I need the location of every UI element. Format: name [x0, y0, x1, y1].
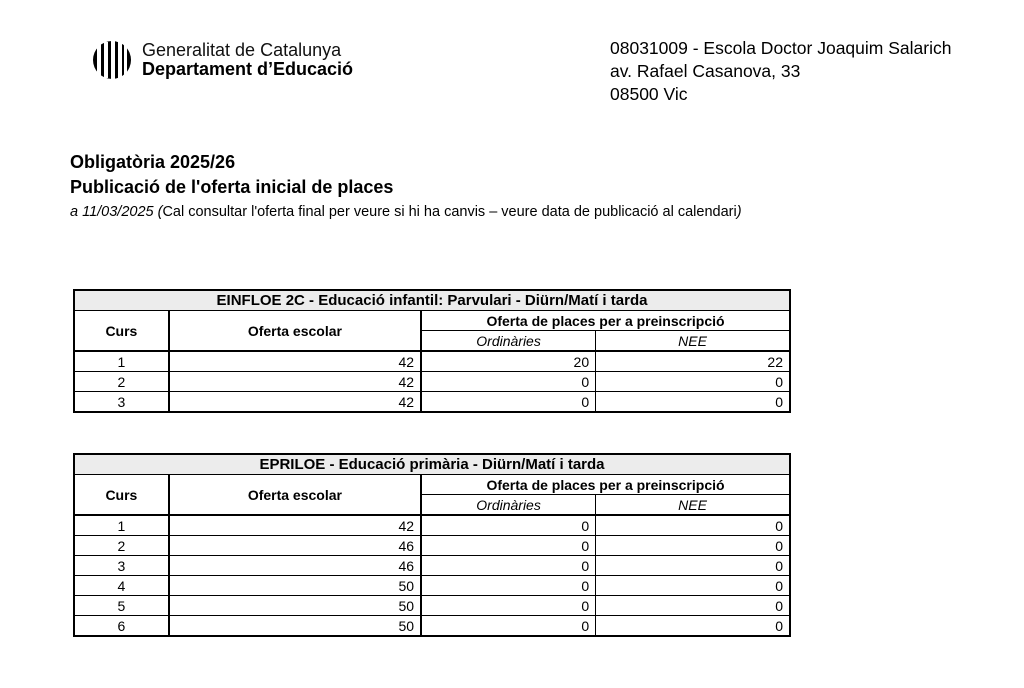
cell-curs: 2 — [74, 536, 169, 556]
page-heading — [70, 150, 742, 223]
table-row — [74, 536, 790, 556]
col-curs: Curs — [74, 311, 169, 352]
cell-curs: 6 — [74, 616, 169, 637]
cell-oferta: 50 — [169, 596, 421, 616]
table-row — [74, 392, 790, 413]
col-nee: NEE — [596, 495, 790, 516]
publication-note — [70, 201, 742, 223]
school-street: av. Rafael Casanova, 33 — [610, 61, 801, 81]
note-open: ( — [153, 204, 163, 220]
publication-date: a 11/03/2025 — [70, 204, 154, 220]
cell-oferta: 42 — [169, 515, 421, 536]
cell-ordinaries: 0 — [421, 515, 596, 536]
cell-oferta: 46 — [169, 536, 421, 556]
note-close: ) — [736, 204, 742, 220]
cell-nee: 0 — [596, 536, 790, 556]
cell-curs: 3 — [74, 556, 169, 576]
cell-ordinaries: 20 — [421, 351, 596, 372]
cell-oferta: 46 — [169, 556, 421, 576]
school-address — [610, 37, 951, 106]
col-ordinaries: Ordinàries — [421, 331, 596, 352]
col-oferta-places: Oferta de places per a preinscripció — [421, 475, 790, 495]
table-row — [74, 576, 790, 596]
col-ordinaries: Ordinàries — [421, 495, 596, 516]
cell-ordinaries: 0 — [421, 616, 596, 637]
cell-nee: 0 — [596, 616, 790, 637]
cell-oferta: 42 — [169, 372, 421, 392]
table-primaria — [73, 453, 791, 637]
cell-ordinaries: 0 — [421, 372, 596, 392]
logo-line-generalitat: Generalitat de Catalunya — [142, 40, 342, 60]
col-oferta-places: Oferta de places per a preinscripció — [421, 311, 790, 331]
table-infantil — [73, 289, 791, 413]
cell-curs: 1 — [74, 515, 169, 536]
cell-ordinaries: 0 — [421, 392, 596, 413]
cell-nee: 0 — [596, 515, 790, 536]
col-oferta-escolar: Oferta escolar — [169, 475, 421, 516]
page-title: Obligatòria 2025/26 — [70, 152, 236, 172]
catalonia-bars-icon — [92, 40, 132, 80]
cell-ordinaries: 0 — [421, 556, 596, 576]
table-title: EINFLOE 2C - Educació infantil: Parvulari - Diürn/Matí i tarda — [74, 290, 790, 311]
table-row — [74, 616, 790, 637]
cell-oferta: 42 — [169, 351, 421, 372]
cell-oferta: 42 — [169, 392, 421, 413]
table-row — [74, 556, 790, 576]
col-nee: NEE — [596, 331, 790, 352]
cell-curs: 5 — [74, 596, 169, 616]
table-title: EPRILOE - Educació primària - Diürn/Matí i tarda — [74, 454, 790, 475]
table-row — [74, 351, 790, 372]
cell-curs: 1 — [74, 351, 169, 372]
table-row — [74, 596, 790, 616]
cell-oferta: 50 — [169, 616, 421, 637]
cell-curs: 3 — [74, 392, 169, 413]
cell-nee: 22 — [596, 351, 790, 372]
cell-nee: 0 — [596, 556, 790, 576]
generalitat-logo — [92, 40, 353, 80]
cell-curs: 2 — [74, 372, 169, 392]
cell-oferta: 50 — [169, 576, 421, 596]
col-curs: Curs — [74, 475, 169, 516]
school-name: 08031009 - Escola Doctor Joaquim Salarich — [610, 38, 952, 58]
cell-nee: 0 — [596, 372, 790, 392]
school-city: 08500 Vic — [610, 84, 688, 104]
cell-ordinaries: 0 — [421, 596, 596, 616]
col-oferta-escolar: Oferta escolar — [169, 311, 421, 352]
cell-nee: 0 — [596, 596, 790, 616]
page-subtitle: Publicació de l'oferta inicial de places — [70, 177, 394, 197]
cell-ordinaries: 0 — [421, 576, 596, 596]
note-text: Cal consultar l'oferta final per veure si hi ha canvis – veure data de publicació al calendari — [162, 204, 737, 220]
cell-nee: 0 — [596, 576, 790, 596]
table-row — [74, 515, 790, 536]
table-row — [74, 372, 790, 392]
logo-line-departament: Departament d’Educació — [142, 59, 354, 79]
cell-ordinaries: 0 — [421, 536, 596, 556]
cell-curs: 4 — [74, 576, 169, 596]
cell-nee: 0 — [596, 392, 790, 413]
